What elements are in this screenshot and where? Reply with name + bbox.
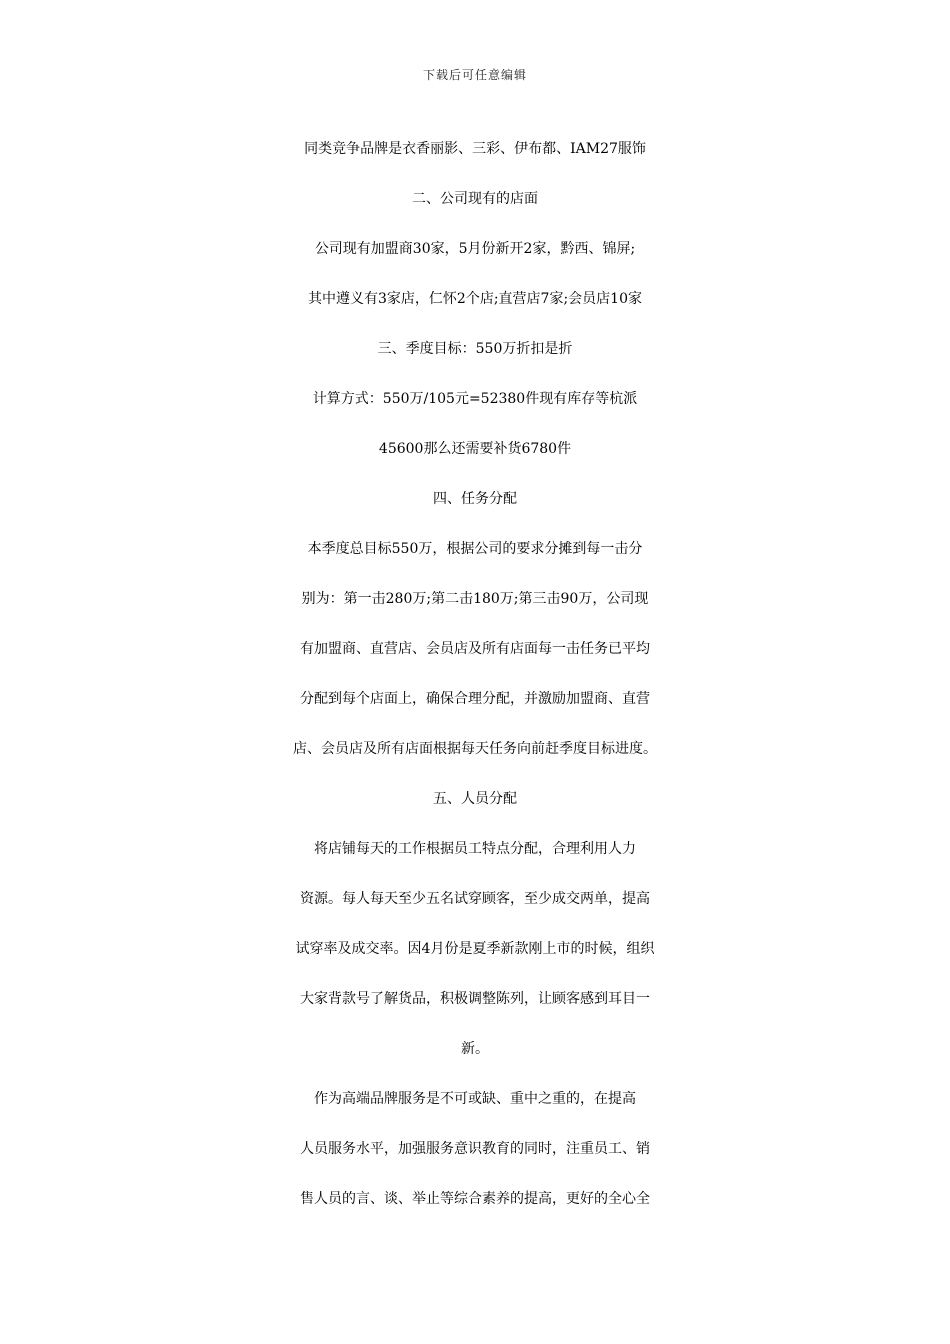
text-line: 大家背款号了解货品，积极调整陈列，让顾客感到耳目一 [300,991,650,1007]
text-line: 本季度总目标550万，根据公司的要求分摊到每一击分 [307,541,643,557]
text-line: 45600那么还需要补货6780件 [378,441,572,457]
text-line: 售人员的言、谈、举止等综合素养的提高，更好的全心全 [300,1191,650,1207]
text-line: 其中遵义有3家店，仁怀2个店;直营店7家;会员店10家 [308,291,642,307]
text-line: 别为：第一击280万;第二击180万;第三击90万，公司现 [301,591,649,607]
page-header: 下载后可任意编辑 [422,68,527,82]
text-line: 资源。每人每天至少五名试穿顾客，至少成交两单，提高 [300,891,650,907]
text-line: 有加盟商、直营店、会员店及所有店面每一击任务已平均 [300,641,650,657]
section-heading: 三、季度目标：550万折扣是折 [377,341,573,357]
text-line: 分配到每个店面上，确保合理分配，并激励加盟商、直营 [300,691,650,707]
text-line: 人员服务水平，加强服务意识教育的同时，注重员工、销 [300,1141,650,1157]
text-line: 店、会员店及所有店面根据每天任务向前赶季度目标进度。 [293,741,657,757]
text-line: 同类竞争品牌是衣香丽影、三彩、伊布都、IAM27服饰 [304,141,646,157]
text-line: 计算方式：550万/105元=52380件现有库存等杭派 [312,391,638,407]
section-heading: 五、人员分配 [433,791,517,807]
section-heading: 四、任务分配 [433,491,517,507]
text-line: 作为高端品牌服务是不可或缺、重中之重的，在提高 [314,1091,636,1107]
text-line: 试穿率及成交率。因4月份是夏季新款刚上市的时候，组织 [295,941,655,957]
text-line: 新。 [461,1041,489,1057]
section-heading: 二、公司现有的店面 [412,191,538,207]
text-line: 公司现有加盟商30家，5月份新开2家，黔西、锦屏; [314,241,636,257]
text-line: 将店铺每天的工作根据员工特点分配，合理利用人力 [314,841,636,857]
